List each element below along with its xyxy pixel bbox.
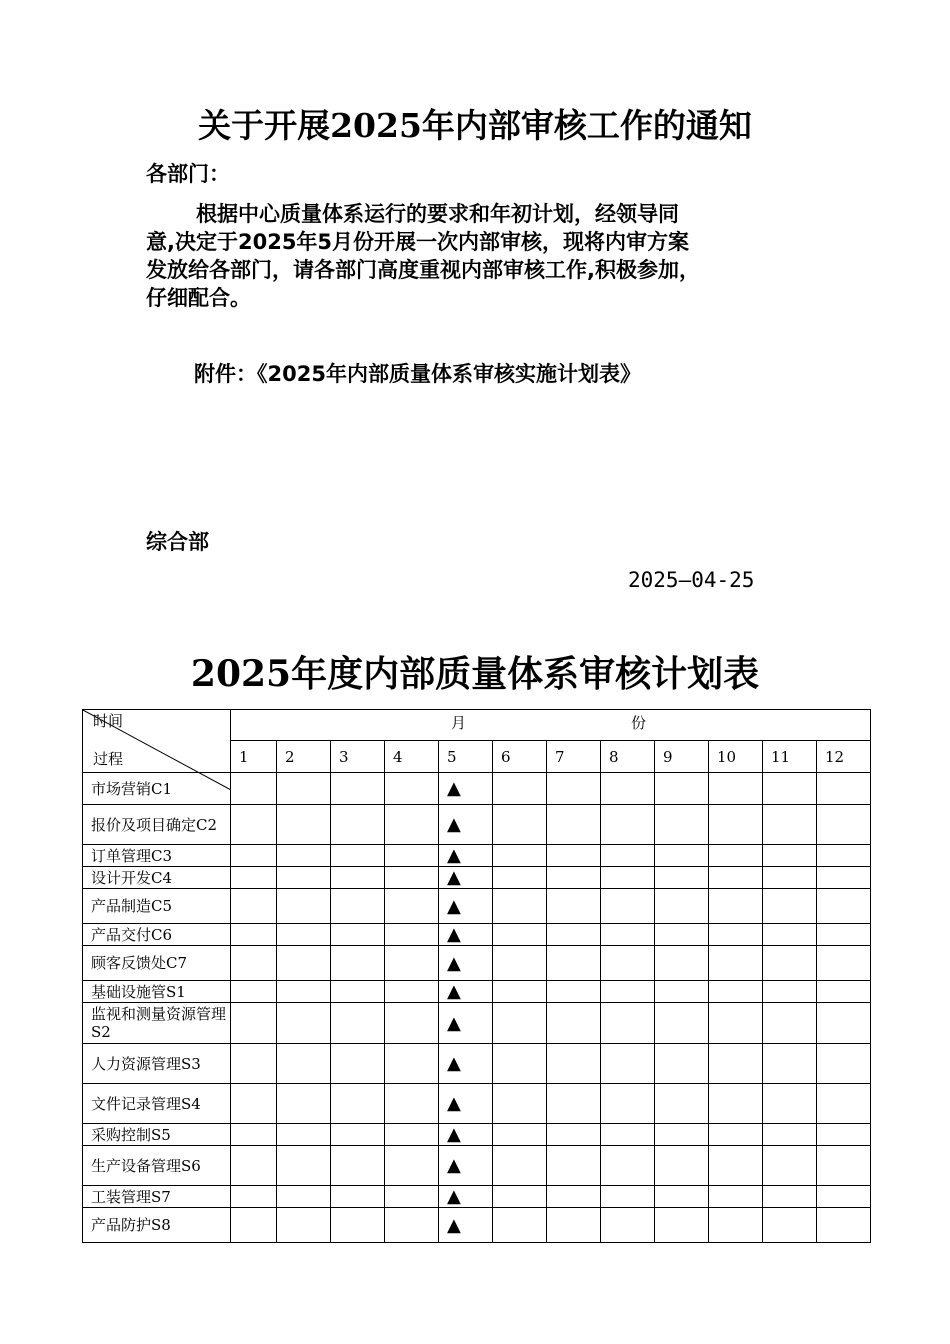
- empty-month-cell: [331, 924, 385, 946]
- empty-month-cell: [709, 1044, 763, 1084]
- empty-month-cell: [493, 867, 547, 889]
- empty-month-cell: [231, 1146, 277, 1186]
- empty-month-cell: [547, 867, 601, 889]
- empty-month-cell: [331, 867, 385, 889]
- audit-mark-triangle-icon: ▲: [439, 1044, 493, 1084]
- table-row: [83, 1146, 871, 1186]
- empty-month-cell: [709, 1146, 763, 1186]
- empty-month-cell: [493, 889, 547, 924]
- empty-month-cell: [231, 1044, 277, 1084]
- table-row: [83, 889, 871, 924]
- process-cell: 产品防护S8: [83, 1208, 231, 1243]
- empty-month-cell: [601, 1124, 655, 1146]
- empty-month-cell: [763, 889, 817, 924]
- corner-process-label: 过程: [93, 750, 124, 768]
- empty-month-cell: [709, 924, 763, 946]
- empty-month-cell: [277, 1124, 331, 1146]
- audit-mark-triangle-icon: ▲: [439, 1003, 493, 1044]
- empty-month-cell: [817, 946, 871, 981]
- empty-month-cell: [277, 1084, 331, 1124]
- empty-month-cell: [655, 1186, 709, 1208]
- empty-month-cell: [655, 1208, 709, 1243]
- process-cell: 产品制造C5: [83, 889, 231, 924]
- empty-month-cell: [547, 1146, 601, 1186]
- empty-month-cell: [231, 1003, 277, 1044]
- table-row: [83, 867, 871, 889]
- empty-month-cell: [277, 981, 331, 1003]
- process-cell: 基础设施管S1: [83, 981, 231, 1003]
- empty-month-cell: [601, 1186, 655, 1208]
- empty-month-cell: [655, 1084, 709, 1124]
- empty-month-cell: [547, 1124, 601, 1146]
- empty-month-cell: [709, 889, 763, 924]
- empty-month-cell: [385, 981, 439, 1003]
- empty-month-cell: [231, 946, 277, 981]
- audit-mark-triangle-icon: ▲: [439, 946, 493, 981]
- empty-month-cell: [817, 1124, 871, 1146]
- empty-month-cell: [231, 1208, 277, 1243]
- empty-month-cell: [547, 1003, 601, 1044]
- process-cell: 顾客反馈处C7: [83, 946, 231, 981]
- empty-month-cell: [763, 805, 817, 845]
- audit-mark-triangle-icon: ▲: [439, 1124, 493, 1146]
- empty-month-cell: [277, 1044, 331, 1084]
- empty-month-cell: [385, 845, 439, 867]
- audit-mark-triangle-icon: ▲: [439, 867, 493, 889]
- empty-month-cell: [331, 889, 385, 924]
- empty-month-cell: [709, 867, 763, 889]
- empty-month-cell: [331, 773, 385, 805]
- empty-month-cell: [547, 805, 601, 845]
- notice-body: [146, 200, 811, 312]
- empty-month-cell: [331, 1146, 385, 1186]
- month-number-cell: 2: [277, 741, 331, 773]
- table-row: [83, 981, 871, 1003]
- empty-month-cell: [709, 1208, 763, 1243]
- process-cell: 文件记录管理S4: [83, 1084, 231, 1124]
- process-cell: 市场营销C1: [83, 773, 231, 805]
- audit-mark-triangle-icon: ▲: [439, 981, 493, 1003]
- audit-mark-triangle-icon: ▲: [439, 889, 493, 924]
- empty-month-cell: [277, 867, 331, 889]
- empty-month-cell: [493, 1044, 547, 1084]
- month-number-cell: 3: [331, 741, 385, 773]
- empty-month-cell: [277, 1003, 331, 1044]
- empty-month-cell: [547, 924, 601, 946]
- process-cell: 订单管理C3: [83, 845, 231, 867]
- process-cell: 设计开发C4: [83, 867, 231, 889]
- empty-month-cell: [601, 1146, 655, 1186]
- process-cell: 产品交付C6: [83, 924, 231, 946]
- empty-month-cell: [709, 773, 763, 805]
- empty-month-cell: [331, 845, 385, 867]
- empty-month-cell: [601, 845, 655, 867]
- empty-month-cell: [547, 1044, 601, 1084]
- process-cell: 生产设备管理S6: [83, 1146, 231, 1186]
- empty-month-cell: [231, 1124, 277, 1146]
- empty-month-cell: [655, 1044, 709, 1084]
- empty-month-cell: [655, 1146, 709, 1186]
- empty-month-cell: [277, 1186, 331, 1208]
- body-line: 仔细配合。: [146, 286, 251, 310]
- empty-month-cell: [231, 805, 277, 845]
- empty-month-cell: [655, 981, 709, 1003]
- notice-title: 关于开展2025年内部审核工作的通知: [198, 106, 752, 145]
- table-row: [83, 1084, 871, 1124]
- empty-month-cell: [709, 1186, 763, 1208]
- empty-month-cell: [763, 845, 817, 867]
- month-number-cell: 7: [547, 741, 601, 773]
- empty-month-cell: [385, 805, 439, 845]
- audit-plan-table: [82, 709, 871, 1243]
- empty-month-cell: [231, 845, 277, 867]
- empty-month-cell: [547, 1084, 601, 1124]
- empty-month-cell: [547, 773, 601, 805]
- month-number-cell: 5: [439, 741, 493, 773]
- empty-month-cell: [655, 946, 709, 981]
- empty-month-cell: [655, 1124, 709, 1146]
- process-cell: 监视和测量资源管理S2: [83, 1003, 231, 1044]
- empty-month-cell: [763, 924, 817, 946]
- empty-month-cell: [331, 1003, 385, 1044]
- empty-month-cell: [709, 1003, 763, 1044]
- empty-month-cell: [547, 946, 601, 981]
- corner-time-label: 时间: [93, 712, 124, 730]
- audit-mark-triangle-icon: ▲: [439, 805, 493, 845]
- empty-month-cell: [817, 867, 871, 889]
- empty-month-cell: [601, 946, 655, 981]
- empty-month-cell: [385, 1124, 439, 1146]
- empty-month-cell: [709, 805, 763, 845]
- empty-month-cell: [331, 946, 385, 981]
- empty-month-cell: [385, 773, 439, 805]
- empty-month-cell: [385, 867, 439, 889]
- empty-month-cell: [601, 981, 655, 1003]
- empty-month-cell: [655, 1003, 709, 1044]
- empty-month-cell: [601, 773, 655, 805]
- empty-month-cell: [763, 1084, 817, 1124]
- empty-month-cell: [493, 981, 547, 1003]
- empty-month-cell: [709, 845, 763, 867]
- empty-month-cell: [231, 1084, 277, 1124]
- empty-month-cell: [547, 845, 601, 867]
- plan-table-title: 2025年度内部质量体系审核计划表: [190, 653, 760, 695]
- empty-month-cell: [655, 805, 709, 845]
- empty-month-cell: [601, 1084, 655, 1124]
- empty-month-cell: [763, 773, 817, 805]
- process-cell: 工装管理S7: [83, 1186, 231, 1208]
- empty-month-cell: [385, 1084, 439, 1124]
- table-row: [83, 946, 871, 981]
- empty-month-cell: [817, 845, 871, 867]
- empty-month-cell: [231, 889, 277, 924]
- empty-month-cell: [493, 773, 547, 805]
- empty-month-cell: [763, 1124, 817, 1146]
- empty-month-cell: [493, 1208, 547, 1243]
- empty-month-cell: [493, 845, 547, 867]
- empty-month-cell: [277, 805, 331, 845]
- body-line: 根据中心质量体系运行的要求和年初计划，经领导同: [196, 202, 679, 226]
- empty-month-cell: [277, 889, 331, 924]
- month-header-label: 份: [631, 714, 647, 732]
- empty-month-cell: [547, 1208, 601, 1243]
- audit-mark-triangle-icon: ▲: [439, 1084, 493, 1124]
- empty-month-cell: [385, 946, 439, 981]
- empty-month-cell: [547, 889, 601, 924]
- empty-month-cell: [493, 1186, 547, 1208]
- audit-mark-triangle-icon: ▲: [439, 1146, 493, 1186]
- month-number-cell: 1: [231, 741, 277, 773]
- month-number-cell: 4: [385, 741, 439, 773]
- empty-month-cell: [493, 924, 547, 946]
- month-header-label: 月: [451, 714, 467, 732]
- table-row: [83, 924, 871, 946]
- empty-month-cell: [601, 889, 655, 924]
- month-number-cell: 8: [601, 741, 655, 773]
- month-number-cell: 10: [709, 741, 763, 773]
- process-cell: 采购控制S5: [83, 1124, 231, 1146]
- empty-month-cell: [817, 1186, 871, 1208]
- empty-month-cell: [331, 1208, 385, 1243]
- empty-month-cell: [231, 1186, 277, 1208]
- corner-header-cell: [83, 710, 231, 773]
- empty-month-cell: [493, 805, 547, 845]
- empty-month-cell: [385, 889, 439, 924]
- empty-month-cell: [385, 1146, 439, 1186]
- empty-month-cell: [331, 1186, 385, 1208]
- empty-month-cell: [277, 773, 331, 805]
- empty-month-cell: [385, 1003, 439, 1044]
- empty-month-cell: [385, 1044, 439, 1084]
- sender-department: 综合部: [146, 530, 209, 554]
- empty-month-cell: [493, 1124, 547, 1146]
- audit-mark-triangle-icon: ▲: [439, 1208, 493, 1243]
- empty-month-cell: [817, 1208, 871, 1243]
- audit-mark-triangle-icon: ▲: [439, 773, 493, 805]
- empty-month-cell: [231, 773, 277, 805]
- month-number-cell: 9: [655, 741, 709, 773]
- empty-month-cell: [231, 981, 277, 1003]
- empty-month-cell: [385, 1186, 439, 1208]
- audit-mark-triangle-icon: ▲: [439, 845, 493, 867]
- empty-month-cell: [601, 805, 655, 845]
- empty-month-cell: [231, 924, 277, 946]
- empty-month-cell: [331, 1084, 385, 1124]
- empty-month-cell: [547, 1186, 601, 1208]
- empty-month-cell: [385, 1208, 439, 1243]
- empty-month-cell: [277, 1208, 331, 1243]
- empty-month-cell: [601, 1208, 655, 1243]
- empty-month-cell: [601, 1044, 655, 1084]
- audit-mark-triangle-icon: ▲: [439, 1186, 493, 1208]
- empty-month-cell: [601, 1003, 655, 1044]
- table-row: [83, 1124, 871, 1146]
- empty-month-cell: [277, 946, 331, 981]
- process-cell: 报价及项目确定C2: [83, 805, 231, 845]
- empty-month-cell: [655, 845, 709, 867]
- empty-month-cell: [601, 924, 655, 946]
- empty-month-cell: [655, 867, 709, 889]
- empty-month-cell: [763, 867, 817, 889]
- month-number-cell: 6: [493, 741, 547, 773]
- empty-month-cell: [763, 1003, 817, 1044]
- empty-month-cell: [493, 1003, 547, 1044]
- empty-month-cell: [709, 1124, 763, 1146]
- table-row: [83, 1044, 871, 1084]
- empty-month-cell: [817, 924, 871, 946]
- empty-month-cell: [493, 1146, 547, 1186]
- empty-month-cell: [331, 981, 385, 1003]
- empty-month-cell: [763, 946, 817, 981]
- empty-month-cell: [817, 1044, 871, 1084]
- empty-month-cell: [331, 1124, 385, 1146]
- empty-month-cell: [331, 805, 385, 845]
- table-row: [83, 1186, 871, 1208]
- empty-month-cell: [817, 981, 871, 1003]
- empty-month-cell: [277, 924, 331, 946]
- month-header-cell: [231, 710, 871, 741]
- empty-month-cell: [817, 1146, 871, 1186]
- empty-month-cell: [763, 1186, 817, 1208]
- empty-month-cell: [817, 889, 871, 924]
- month-number-cell: 12: [817, 741, 871, 773]
- empty-month-cell: [709, 1084, 763, 1124]
- empty-month-cell: [817, 773, 871, 805]
- empty-month-cell: [277, 845, 331, 867]
- empty-month-cell: [277, 1146, 331, 1186]
- empty-month-cell: [817, 1003, 871, 1044]
- table-row: [83, 1208, 871, 1243]
- empty-month-cell: [655, 773, 709, 805]
- empty-month-cell: [547, 981, 601, 1003]
- attachment-line: 附件：《2025年内部质量体系审核实施计划表》: [194, 362, 641, 386]
- table-row: [83, 1003, 871, 1044]
- empty-month-cell: [709, 946, 763, 981]
- table-row: [83, 845, 871, 867]
- empty-month-cell: [817, 805, 871, 845]
- empty-month-cell: [709, 981, 763, 1003]
- empty-month-cell: [655, 889, 709, 924]
- empty-month-cell: [763, 1208, 817, 1243]
- empty-month-cell: [385, 924, 439, 946]
- empty-month-cell: [493, 946, 547, 981]
- empty-month-cell: [493, 1084, 547, 1124]
- empty-month-cell: [817, 1084, 871, 1124]
- empty-month-cell: [231, 867, 277, 889]
- process-cell: 人力资源管理S3: [83, 1044, 231, 1084]
- notice-date: 2025—04-25: [628, 568, 755, 592]
- salutation: 各部门：: [146, 162, 230, 186]
- empty-month-cell: [763, 981, 817, 1003]
- body-line: 发放给各部门，请各部门高度重视内部审核工作,积极参加，: [146, 258, 700, 282]
- audit-mark-triangle-icon: ▲: [439, 924, 493, 946]
- empty-month-cell: [601, 867, 655, 889]
- empty-month-cell: [763, 1044, 817, 1084]
- empty-month-cell: [331, 1044, 385, 1084]
- empty-month-cell: [763, 1146, 817, 1186]
- empty-month-cell: [655, 924, 709, 946]
- body-line: 意,决定于2025年5月份开展一次内部审核，现将内审方案: [146, 230, 690, 254]
- month-number-cell: 11: [763, 741, 817, 773]
- table-row: [83, 805, 871, 845]
